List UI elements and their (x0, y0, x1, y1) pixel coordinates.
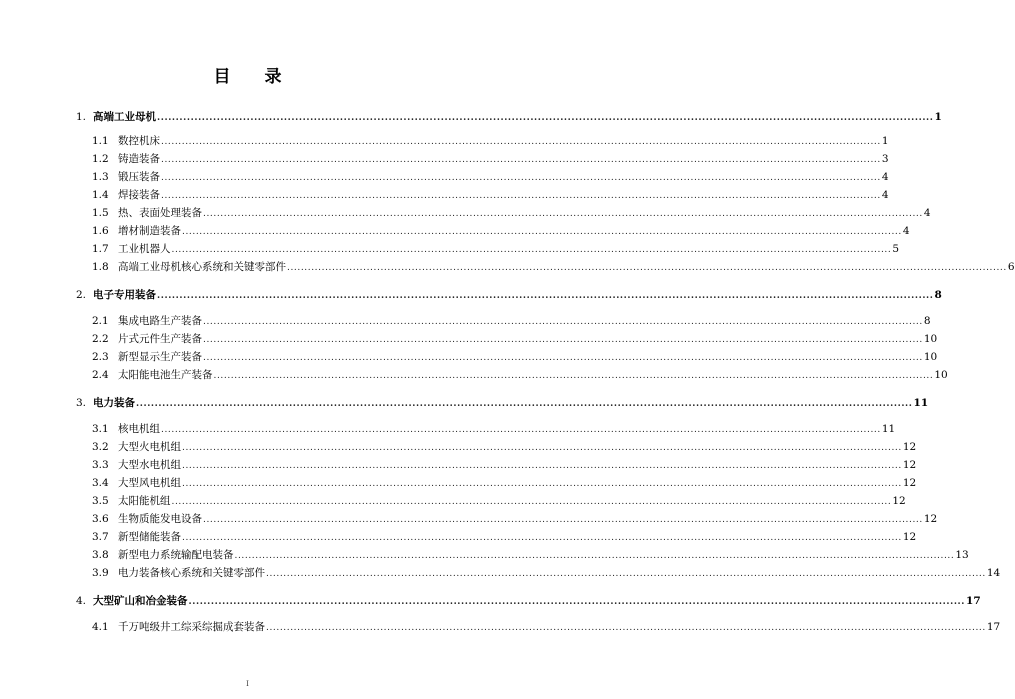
toc-number: 3.7 (92, 531, 109, 543)
dot-leader: ................................................................................................................................................................................................................ (203, 335, 923, 345)
toc-item-1-7[interactable] (92, 242, 900, 257)
toc-item-1-6[interactable] (92, 224, 910, 239)
toc-label: 新型显示生产装备 (118, 351, 202, 363)
dot-leader: ................................................................................................................................................................................................................ (203, 317, 923, 327)
toc-label: 电子专用装备 (93, 289, 156, 301)
toc-label: 大型风电机组 (118, 477, 181, 489)
toc-number: 1.7 (92, 243, 109, 255)
toc-number: 1.1 (92, 135, 109, 147)
toc-page: 12 (902, 459, 917, 471)
toc-label: 大型矿山和冶金装备 (93, 595, 188, 607)
toc-label: 生物质能发电设备 (118, 513, 202, 525)
toc-item-1-5[interactable] (92, 206, 931, 221)
toc-item-1-3[interactable] (92, 170, 889, 185)
toc-number: 3.9 (92, 567, 109, 579)
dot-leader: ................................................................................................................................................................................................................ (161, 137, 881, 147)
dot-leader: ................................................................................................................................................................................................................ (188, 597, 966, 607)
toc-section-2[interactable] (76, 288, 942, 303)
toc-item-3-7[interactable] (92, 530, 917, 545)
dot-leader: ................................................................................................................................................................................................................ (182, 227, 902, 237)
toc-item-2-2[interactable] (92, 332, 938, 347)
toc-label: 大型火电机组 (118, 441, 181, 453)
toc-item-3-8[interactable] (92, 548, 969, 563)
dot-leader: ................................................................................................................................................................................................................ (136, 399, 913, 409)
toc-title: 目 录 (213, 67, 296, 87)
toc-item-3-9[interactable] (92, 566, 1001, 581)
toc-label: 电力装备 (93, 397, 135, 409)
toc-page: 4 (923, 207, 931, 219)
toc-page: 12 (902, 477, 917, 489)
toc-number: 3.3 (92, 459, 109, 471)
toc-label: 锻压装备 (118, 171, 160, 183)
toc-item-3-5[interactable] (92, 494, 906, 509)
toc-page: 1 (881, 135, 889, 147)
toc-page: 6 (1007, 261, 1015, 273)
dot-leader: ................................................................................................................................................................................................................ (266, 569, 986, 579)
dot-leader: ................................................................................................................................................................................................................ (287, 263, 1007, 273)
toc-number: 2.3 (92, 351, 109, 363)
toc-label: 电力装备核心系统和关键零部件 (118, 567, 265, 579)
toc-number: 2.4 (92, 369, 109, 381)
toc-number: 3.8 (92, 549, 109, 561)
dot-leader: ................................................................................................................................................................................................................ (171, 245, 892, 255)
toc-label: 太阳能电池生产装备 (118, 369, 213, 381)
toc-page: 14 (986, 567, 1001, 579)
toc-page: 4 (881, 171, 889, 183)
toc-number: 3.6 (92, 513, 109, 525)
toc-page: 4 (902, 225, 910, 237)
toc-label: 大型水电机组 (118, 459, 181, 471)
toc-page: 12 (923, 513, 938, 525)
toc-number: 1. (76, 111, 87, 123)
dot-leader: ................................................................................................................................................................................................................ (213, 371, 934, 381)
toc-label: 集成电路生产装备 (118, 315, 202, 327)
toc-number: 4. (76, 595, 87, 607)
toc-number: 3.4 (92, 477, 109, 489)
toc-number: 1.8 (92, 261, 109, 273)
toc-item-1-1[interactable] (92, 134, 889, 149)
toc-page: 10 (923, 351, 938, 363)
toc-page: 3 (881, 153, 889, 165)
toc-number: 1.3 (92, 171, 109, 183)
toc-page: 5 (892, 243, 900, 255)
toc-page: 8 (923, 315, 931, 327)
toc-item-2-4[interactable] (92, 368, 948, 383)
toc-number: 2. (76, 289, 87, 301)
dot-leader: ................................................................................................................................................................................................................ (266, 623, 986, 633)
dot-leader: ................................................................................................................................................................................................................ (182, 461, 902, 471)
toc-number: 3.2 (92, 441, 109, 453)
toc-label: 太阳能机组 (118, 495, 171, 507)
toc-number: 3. (76, 397, 87, 409)
dot-leader: ................................................................................................................................................................................................................ (157, 113, 934, 123)
toc-page: 8 (934, 289, 942, 301)
toc-label: 数控机床 (118, 135, 160, 147)
dot-leader: ................................................................................................................................................................................................................ (203, 209, 923, 219)
toc-section-4[interactable] (76, 594, 981, 609)
toc-section-3[interactable] (76, 396, 929, 411)
toc-number: 3.1 (92, 423, 109, 435)
toc-label: 片式元件生产装备 (118, 333, 202, 345)
page-number: I (246, 680, 249, 688)
toc-number: 2.2 (92, 333, 109, 345)
toc-item-3-1[interactable] (92, 422, 896, 437)
dot-leader: ................................................................................................................................................................................................................ (203, 515, 923, 525)
toc-page: 4 (881, 189, 889, 201)
toc-page: 12 (902, 531, 917, 543)
toc-label: 焊接装备 (118, 189, 160, 201)
toc-page: 11 (881, 423, 896, 435)
toc-label: 增材制造装备 (118, 225, 181, 237)
toc-item-3-2[interactable] (92, 440, 917, 455)
dot-leader: ................................................................................................................................................................................................................ (157, 291, 934, 301)
toc-number: 1.2 (92, 153, 109, 165)
toc-label: 热、表面处理装备 (118, 207, 202, 219)
toc-number: 1.5 (92, 207, 109, 219)
toc-item-3-3[interactable] (92, 458, 917, 473)
dot-leader: ................................................................................................................................................................................................................ (182, 533, 902, 543)
toc-page: 17 (986, 621, 1001, 633)
dot-leader: ................................................................................................................................................................................................................ (171, 497, 892, 507)
toc-label: 工业机器人 (118, 243, 171, 255)
dot-leader: ................................................................................................................................................................................................................ (203, 353, 923, 363)
toc-number: 2.1 (92, 315, 109, 327)
dot-leader: ................................................................................................................................................................................................................ (182, 443, 902, 453)
toc-label: 高端工业母机 (93, 111, 156, 123)
toc-item-1-2[interactable] (92, 152, 889, 167)
toc-section-1[interactable] (76, 110, 942, 125)
toc-page: 10 (934, 369, 948, 381)
toc-page: 17 (966, 595, 981, 607)
toc-page: 1 (934, 111, 942, 123)
toc-number: 3.5 (92, 495, 109, 507)
toc-label: 千万吨级井工综采综掘成套装备 (118, 621, 265, 633)
toc-page: 13 (955, 549, 969, 561)
toc-number: 1.4 (92, 189, 109, 201)
toc-item-3-6[interactable] (92, 512, 938, 527)
toc-page: 10 (923, 333, 938, 345)
toc-label: 新型电力系统输配电装备 (118, 549, 234, 561)
dot-leader: ................................................................................................................................................................................................................ (161, 191, 881, 201)
toc-number: 4.1 (92, 621, 109, 633)
dot-leader: ................................................................................................................................................................................................................ (161, 155, 881, 165)
toc-item-3-4[interactable] (92, 476, 917, 491)
toc-item-2-1[interactable] (92, 314, 931, 329)
toc-page: 12 (892, 495, 906, 507)
toc-number: 1.6 (92, 225, 109, 237)
toc-label: 核电机组 (118, 423, 160, 435)
dot-leader: ................................................................................................................................................................................................................ (182, 479, 902, 489)
toc-page: 12 (902, 441, 917, 453)
toc-item-1-4[interactable] (92, 188, 889, 203)
toc-label: 高端工业母机核心系统和关键零部件 (118, 261, 286, 273)
dot-leader: ................................................................................................................................................................................................................ (161, 173, 881, 183)
dot-leader: ................................................................................................................................................................................................................ (161, 425, 881, 435)
toc-label: 新型储能装备 (118, 531, 181, 543)
toc-item-4-1[interactable] (92, 620, 1001, 635)
dot-leader: ................................................................................................................................................................................................................ (234, 551, 955, 561)
toc-item-2-3[interactable] (92, 350, 938, 365)
toc-page: 11 (913, 397, 929, 409)
toc-item-1-8[interactable] (92, 260, 1015, 275)
toc-label: 铸造装备 (118, 153, 160, 165)
